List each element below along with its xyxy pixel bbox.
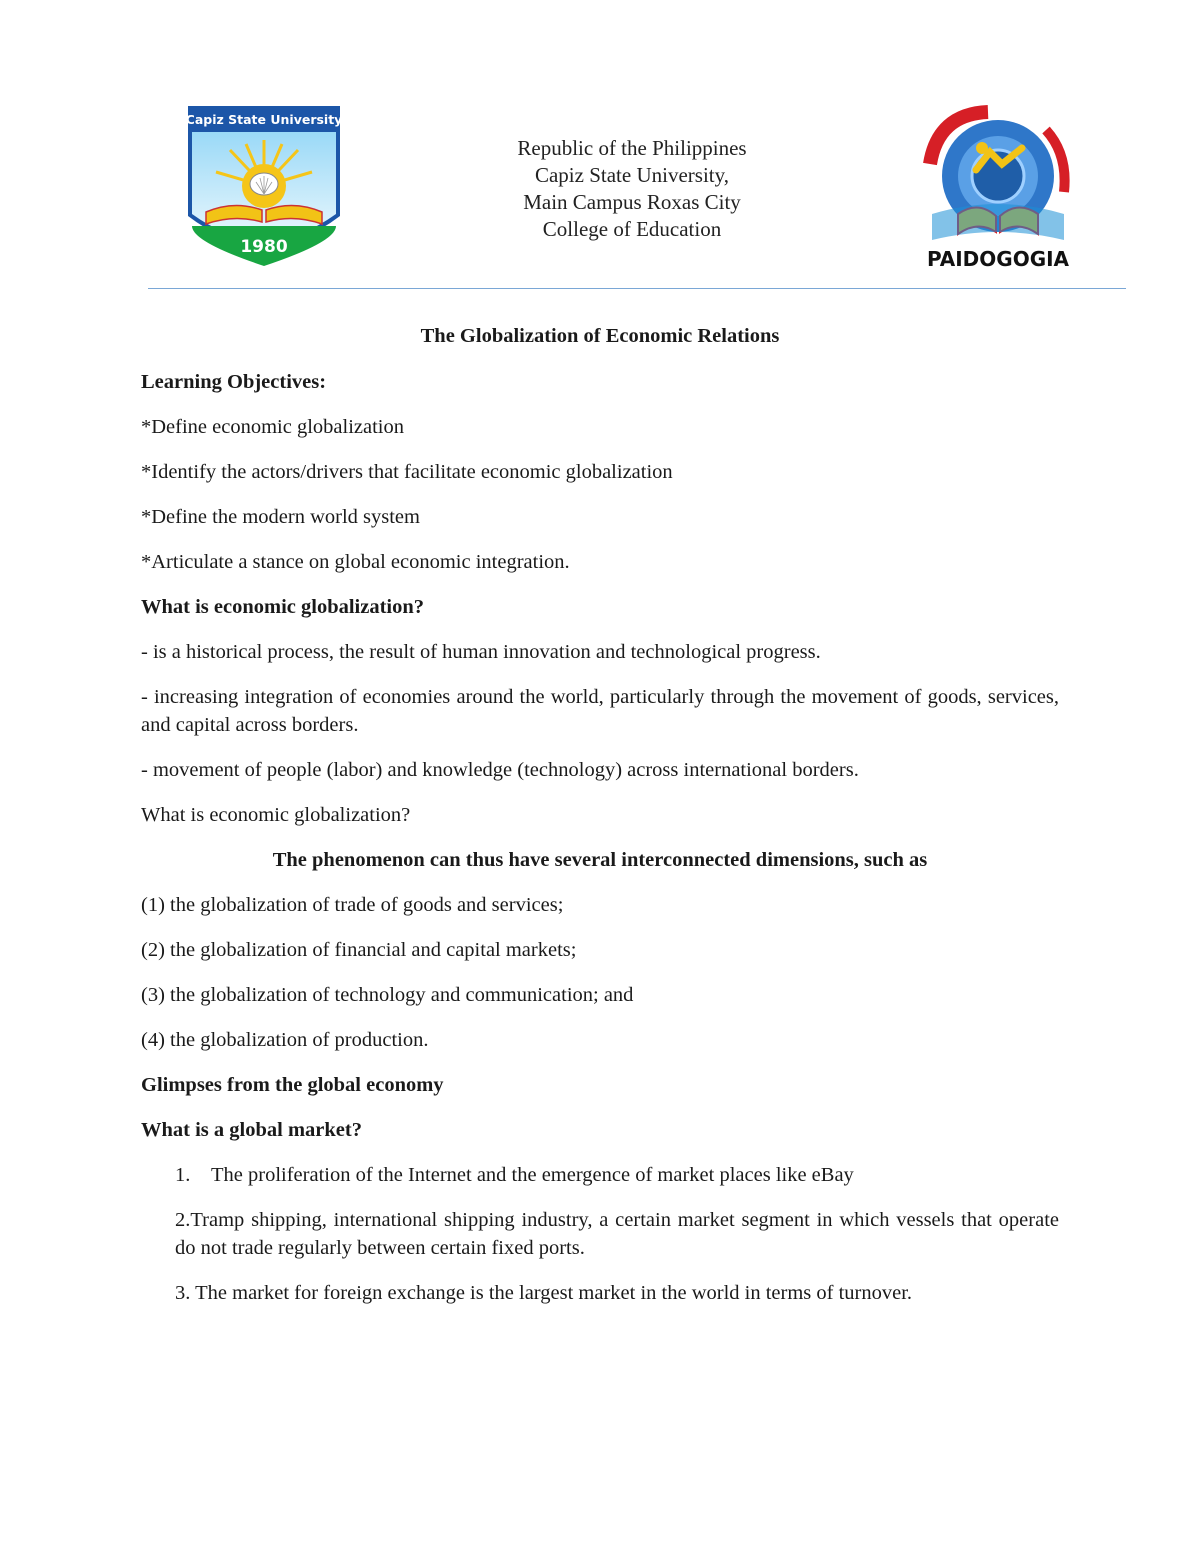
global-market-item bbox=[175, 1206, 1059, 1262]
definition-point: - increasing integration of economies around the world, particularly through the movement of goods, services, and capital across borders. bbox=[141, 686, 1059, 736]
college-of-education-logo bbox=[918, 104, 1078, 272]
objective-item: *Identify the actors/drivers that facilitate economic globalization bbox=[141, 461, 673, 483]
item-text: The market for foreign exchange is the largest market in the world in terms of turnover. bbox=[195, 1282, 913, 1304]
logo-university-name: Capiz State University bbox=[186, 112, 342, 127]
logo-paidogogia-text: PAIDOGOGIA bbox=[926, 247, 1070, 271]
definition-point: - is a historical process, the result of human innovation and technological progress. bbox=[141, 641, 821, 663]
header-line-republic: Republic of the Philippines bbox=[517, 136, 747, 160]
item-number: 2. bbox=[175, 1209, 191, 1231]
objective-item: *Define economic globalization bbox=[141, 416, 404, 438]
definition-point: - movement of people (labor) and knowledge (technology) across international borders. bbox=[141, 759, 859, 781]
objective-item: *Articulate a stance on global economic integration. bbox=[141, 551, 570, 573]
global-market-item bbox=[175, 1279, 1059, 1307]
item-number: 1. bbox=[175, 1164, 191, 1186]
logo-year: 1980 bbox=[240, 237, 288, 257]
institution-header bbox=[432, 135, 832, 243]
item-text: Tramp shipping, international shipping industry, a certain market segment in which vessels that operate do not trade regularly between certain fixed ports. bbox=[175, 1209, 1059, 1259]
header-line-college: College of Education bbox=[542, 217, 722, 241]
header-line-university: Capiz State University, bbox=[534, 163, 729, 187]
global-market-item bbox=[175, 1161, 1059, 1189]
objective-item: *Define the modern world system bbox=[141, 506, 420, 528]
document-title: The Globalization of Economic Relations bbox=[420, 325, 780, 347]
dimension-item: (3) the globalization of technology and communication; and bbox=[141, 984, 634, 1006]
dimension-item: (4) the globalization of production. bbox=[141, 1029, 429, 1051]
header-divider bbox=[148, 288, 1126, 289]
global-market-heading: What is a global market? bbox=[141, 1119, 362, 1141]
dimension-item: (2) the globalization of financial and capital markets; bbox=[141, 939, 577, 961]
dimension-item: (1) the globalization of trade of goods and services; bbox=[141, 894, 564, 916]
repeat-question: What is economic globalization? bbox=[141, 804, 411, 826]
capiz-state-university-logo bbox=[186, 104, 342, 270]
objectives-heading: Learning Objectives: bbox=[141, 371, 327, 393]
dimensions-heading: The phenomenon can thus have several interconnected dimensions, such as bbox=[272, 849, 928, 871]
what-is-heading: What is economic globalization? bbox=[141, 596, 425, 618]
item-text: The proliferation of the Internet and the emergence of market places like eBay bbox=[211, 1164, 854, 1186]
document-body bbox=[141, 322, 1059, 1324]
header-line-campus: Main Campus Roxas City bbox=[523, 190, 741, 214]
glimpses-heading: Glimpses from the global economy bbox=[141, 1074, 444, 1096]
item-number: 3. bbox=[175, 1282, 191, 1304]
